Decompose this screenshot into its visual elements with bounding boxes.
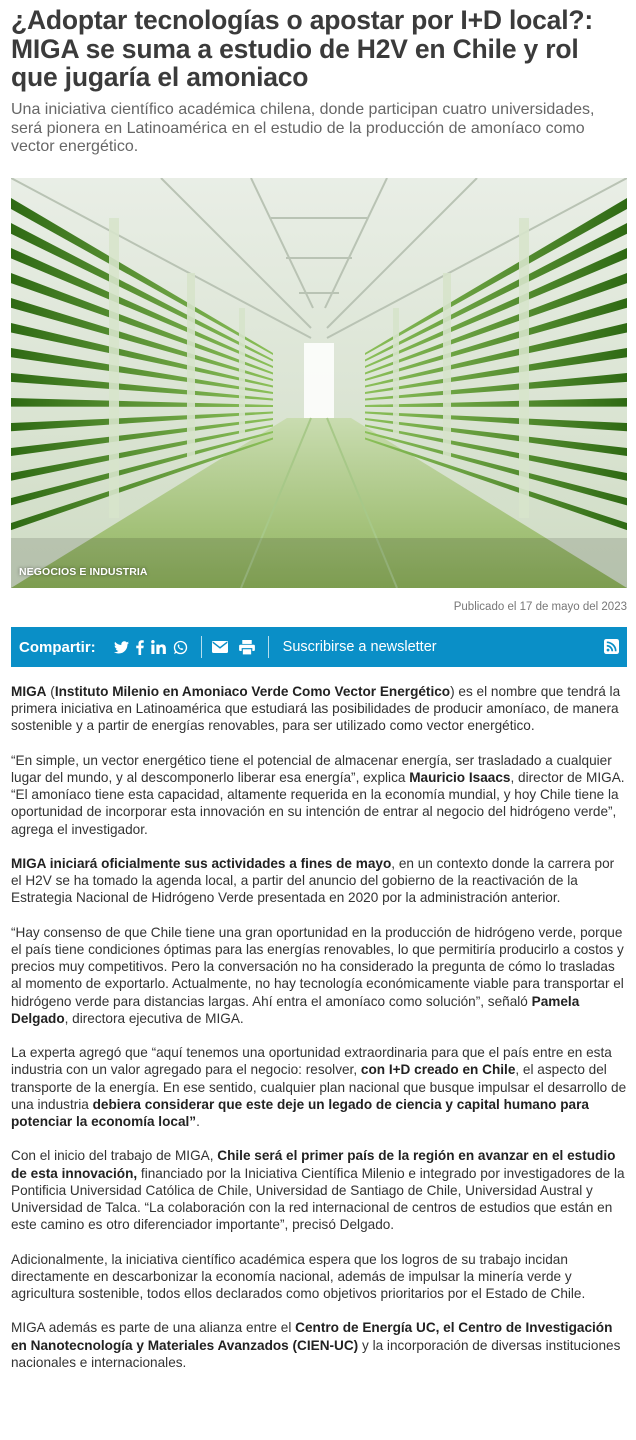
share-divider (201, 636, 202, 658)
greenhouse-photo (11, 178, 627, 588)
email-icon[interactable] (212, 637, 228, 657)
article-paragraph (11, 1251, 627, 1303)
paragraph-text: “En simple, un vector energético tiene el potencial de almacenar energía, ser trasladado a cualquier lugar del mundo, y al descomponerlo liberar esa energía”, explica (11, 752, 612, 785)
bold-text: debiera considerar que este deje un legado de ciencia y capital humano para potenciar la economía local” (11, 1096, 589, 1130)
article-paragraph (11, 1147, 627, 1233)
rss-icon[interactable] (604, 639, 619, 659)
category-tag[interactable]: NEGOCIOS E INDUSTRIA (19, 566, 148, 578)
article-body (11, 683, 627, 1388)
paragraph-text: , directora ejecutiva de MIGA. (64, 1010, 244, 1026)
paragraph-text: , director de MIGA. “El amoníaco tiene esta capacidad, altamente requerida en la economía mundial, y hoy Chile tiene la oportunidad de incorporar esta innovación en su intención de entrar al negocio del hidrógeno verde”, agrega el investigador. (11, 770, 625, 837)
share-divider (268, 636, 269, 658)
bold-text: Instituto Milenio en Amoniaco Verde Como Vector Energético (54, 684, 451, 699)
bold-text: Chile será el primer país de la región en avanzar en el estudio de esta innovación, (11, 1148, 616, 1181)
share-bar (11, 627, 627, 667)
bold-text: Mauricio Isaacs (409, 770, 511, 785)
hero-image[interactable] (11, 178, 627, 588)
article-paragraph (11, 1319, 627, 1371)
article-title: ¿Adoptar tecnologías o apostar por I+D local?: MIGA se suma a estudio de H2V en Chile y rol que jugaría el amoniaco (11, 5, 593, 92)
share-label: Compartir: (19, 638, 96, 656)
article-paragraph (11, 855, 627, 907)
paragraph-text: ( (46, 684, 55, 699)
paragraph-text: Adicionalmente, la iniciativa científico académica espera que los logros de su trabajo incidan directamente en descarbonizar la economía nacional, además de impulsar la minería verde y agricultura sostenible, todos ellos declarados como objetivos prioritarios por el Estado de Chile. (11, 1251, 586, 1302)
print-icon[interactable] (239, 637, 255, 657)
article-paragraph (11, 924, 627, 1027)
paragraph-text: La experta agregó que “aquí tenemos una oportunidad extraordinaria para que el país entre en esta industria con un valor agregado para el negocio: resolver, (11, 1045, 612, 1078)
whatsapp-icon[interactable] (173, 637, 188, 657)
paragraph-text: “Hay consenso de que Chile tiene una gran oportunidad en la producción de hidrógeno verde, porque el país tiene condiciones óptimas para las energías renovables, lo que permitiría producirlo a costos y precios muy competitivos. Pero la conversación no ha considerado la pregunta de cómo lo trasladas al momento de exportarlo. Actualmente, no hay tecnología económicamente viable para transportar el hidrógeno verde para distancias largas. Ahí entra el amoníaco como solución”, señaló (11, 924, 624, 1009)
newsletter-link[interactable]: Suscribirse a newsletter (282, 639, 437, 655)
paragraph-text: , el aspecto del transporte de la energía. En ese sentido, cualquier plan nacional que busque impulsar el desarrollo de una industria (11, 1062, 627, 1112)
publish-date: Publicado el 17 de mayo del 2023 (453, 601, 627, 613)
bold-text: MIGA iniciará oficialmente sus actividades a fines de mayo (11, 856, 392, 871)
bold-text: con I+D creado en Chile (360, 1062, 516, 1078)
facebook-icon[interactable] (136, 637, 144, 657)
paragraph-text: MIGA además es parte de una alianza entre el (11, 1320, 296, 1336)
bold-text: MIGA (11, 684, 47, 699)
article-paragraph (11, 683, 627, 735)
article-paragraph (11, 752, 627, 838)
article-paragraph (11, 1044, 627, 1130)
paragraph-text: financiado por la Iniciativa Científica Milenio e integrado por investigadores de la Pontificia Universidad Católica de Chile, Universidad de Santiago de Chile, Universidad Austral y Universidad de Talca. “La colaboración con la red internacional de centros de estudios que están en este camino es otro diferenciador importante”, precisó Delgado. (11, 1165, 625, 1233)
paragraph-text: , en un contexto donde la carrera por el H2V se ha tomado la agenda local, a partir del anuncio del gobierno de la reactivación de la Estrategia Nacional de Hidrógeno Verde presentada en 2020 por la administración anterior. (11, 856, 615, 906)
bold-text: Centro de Energía UC, el Centro de Investigación en Nanotecnología y Materiales Avanzados (CIEN-UC) (11, 1320, 613, 1353)
paragraph-text: . (196, 1114, 200, 1130)
bold-text: Pamela Delgado (11, 993, 580, 1026)
article-subtitle: Una iniciativa científico académica chilena, donde participan cuatro universidades, será pionera en Latinoamérica en el estudio de la producción de amoníaco como vector energético. (11, 101, 595, 155)
linkedin-icon[interactable] (151, 637, 166, 657)
paragraph-text: y la incorporación de diversas instituciones nacionales e internacionales. (11, 1337, 621, 1370)
paragraph-text: Con el inicio del trabajo de MIGA, (11, 1148, 218, 1164)
twitter-icon[interactable] (114, 637, 129, 657)
paragraph-text: ) es el nombre que tendrá la primera iniciativa en Latinoamérica que estudiará las posibilidades de producir amoníaco, de manera sostenible y a partir de energías renovables, para ser utilizado como vector energético. (11, 684, 621, 734)
